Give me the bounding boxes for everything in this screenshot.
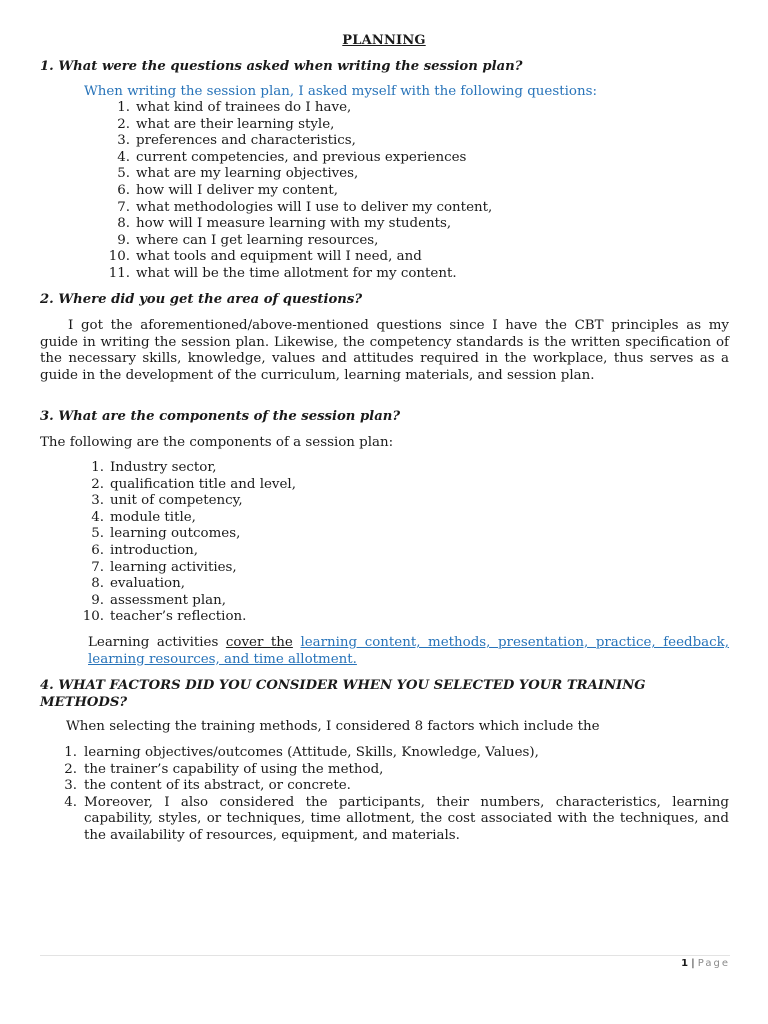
question-3-intro: The following are the components of a session plan: — [40, 435, 394, 450]
list-item — [104, 166, 492, 183]
list-item-text: evaluation, — [110, 576, 185, 592]
question-4-heading: 4. WHAT FACTORS DID YOU CONSIDER WHEN YOU SELECTED YOUR TRAINING METHODS? — [40, 678, 646, 710]
list-item-text: what tools and equipment will I need, and — [136, 249, 422, 265]
list-item-number: 4. — [64, 794, 77, 810]
list-item — [104, 150, 492, 167]
list-item-text: current competencies, and previous experiences — [136, 149, 467, 165]
question-2-heading: 2. Where did you get the area of questions? — [40, 292, 363, 307]
list-item — [78, 510, 296, 527]
list-item-number: 6. — [91, 542, 104, 558]
list-item-number: 1. — [64, 745, 77, 760]
list-item — [78, 460, 296, 477]
list-item-number: 3. — [64, 778, 77, 794]
page-title: PLANNING — [342, 33, 426, 48]
page-word: Page — [697, 958, 730, 969]
note-prefix: Learning activities — [88, 635, 219, 650]
list-item — [104, 216, 492, 233]
list-item — [78, 493, 296, 510]
page-footer — [681, 958, 730, 969]
list-item — [40, 778, 729, 795]
list-item-text: Moreover, I also considered the participants, their numbers, characteristics, learning capability, styles, or techniques, time allotment, the cost associated with the techniques, and the availability of resources, equipment, and materials. — [84, 794, 729, 843]
list-item-number: 10. — [82, 609, 104, 625]
list-item — [40, 745, 729, 762]
list-item-number: 6. — [117, 182, 130, 198]
list-item — [104, 183, 492, 200]
list-item — [78, 543, 296, 560]
list-item-number: 3. — [117, 133, 130, 149]
note-link[interactable]: learning content, methods, presentation, practice, feedback, learning resources, and time allotment. — [88, 635, 730, 667]
page-separator: | — [691, 958, 695, 969]
list-item-number: 7. — [117, 199, 130, 215]
list-item-number: 9. — [117, 232, 130, 248]
note-underlined: cover the — [225, 635, 293, 650]
list-item-text: what are my learning objectives, — [136, 166, 359, 182]
list-item-number: 4. — [117, 149, 130, 165]
list-item-number: 3. — [91, 493, 104, 509]
list-item-text: what are their learning style, — [136, 116, 335, 132]
list-item-text: learning objectives/outcomes (Attitude, Skills, Knowledge, Values), — [84, 745, 539, 760]
list-item-text: where can I get learning resources, — [136, 232, 379, 248]
list-item-number: 11. — [108, 265, 130, 281]
list-item-text: assessment plan, — [110, 592, 226, 608]
list-item-number: 1. — [117, 100, 130, 115]
question-1-heading: 1. What were the questions asked when writing the session plan? — [40, 59, 523, 74]
list-item-number: 8. — [117, 216, 130, 232]
list-item-text: Industry sector, — [110, 460, 217, 475]
list-item-text: unit of competency, — [110, 493, 243, 509]
list-item-text: the trainer’s capability of using the method, — [84, 761, 384, 777]
list-item — [40, 795, 729, 845]
list-item-number: 2. — [91, 476, 104, 492]
list-item-text: preferences and characteristics, — [136, 133, 356, 149]
list-item-text: what methodologies will I use to deliver my content, — [136, 199, 493, 215]
list-item — [104, 266, 492, 283]
list-item — [78, 576, 296, 593]
question-3-list — [78, 460, 296, 626]
list-item-text: learning outcomes, — [110, 526, 241, 542]
page-number: 1 — [681, 958, 689, 969]
list-item — [78, 560, 296, 577]
question-3-note — [88, 635, 729, 668]
list-item-text: the content of its abstract, or concrete. — [84, 778, 351, 794]
list-item — [104, 133, 492, 150]
list-item-number: 1. — [91, 460, 104, 475]
list-item — [78, 477, 296, 494]
list-item-text: what kind of trainees do I have, — [136, 100, 352, 115]
question-2-paragraph: I got the aforementioned/above-mentioned questions since I have the CBT principles as my guide in writing the session plan. Likewise, the competency standards is the written specification of the necessary skills, knowledge, values and attitudes required in the workplace, thus serves as a guide in the development of the curriculum, learning materials, and session plan. — [40, 318, 729, 384]
list-item — [40, 762, 729, 779]
question-1-intro: When writing the session plan, I asked myself with the following questions: — [84, 84, 597, 99]
list-item-number: 10. — [108, 249, 130, 265]
list-item-number: 7. — [91, 559, 104, 575]
list-item-text: introduction, — [110, 542, 199, 558]
list-item-number: 5. — [117, 166, 130, 182]
question-3-heading: 3. What are the components of the session plan? — [40, 409, 401, 424]
list-item-text: module title, — [110, 509, 196, 525]
footer-divider — [40, 955, 730, 956]
question-1-list — [104, 100, 492, 283]
list-item — [104, 100, 492, 117]
question-4-intro: When selecting the training methods, I considered 8 factors which include the — [66, 719, 600, 734]
list-item-text: how will I measure learning with my students, — [136, 216, 452, 232]
list-item-text: teacher’s reflection. — [110, 609, 247, 625]
question-4-list — [40, 745, 729, 845]
list-item — [104, 233, 492, 250]
list-item-text: how will I deliver my content, — [136, 182, 338, 198]
list-item-number: 2. — [64, 761, 77, 777]
list-item — [104, 117, 492, 134]
list-item-number: 2. — [117, 116, 130, 132]
list-item — [104, 200, 492, 217]
list-item — [78, 609, 296, 626]
list-item-text: learning activities, — [110, 559, 237, 575]
list-item-number: 8. — [91, 576, 104, 592]
list-item-number: 4. — [91, 509, 104, 525]
list-item-text: what will be the time allotment for my content. — [136, 265, 457, 281]
list-item-number: 9. — [91, 592, 104, 608]
list-item — [78, 593, 296, 610]
list-item — [104, 249, 492, 266]
list-item — [78, 526, 296, 543]
list-item-number: 5. — [91, 526, 104, 542]
list-item-text: qualification title and level, — [110, 476, 296, 492]
